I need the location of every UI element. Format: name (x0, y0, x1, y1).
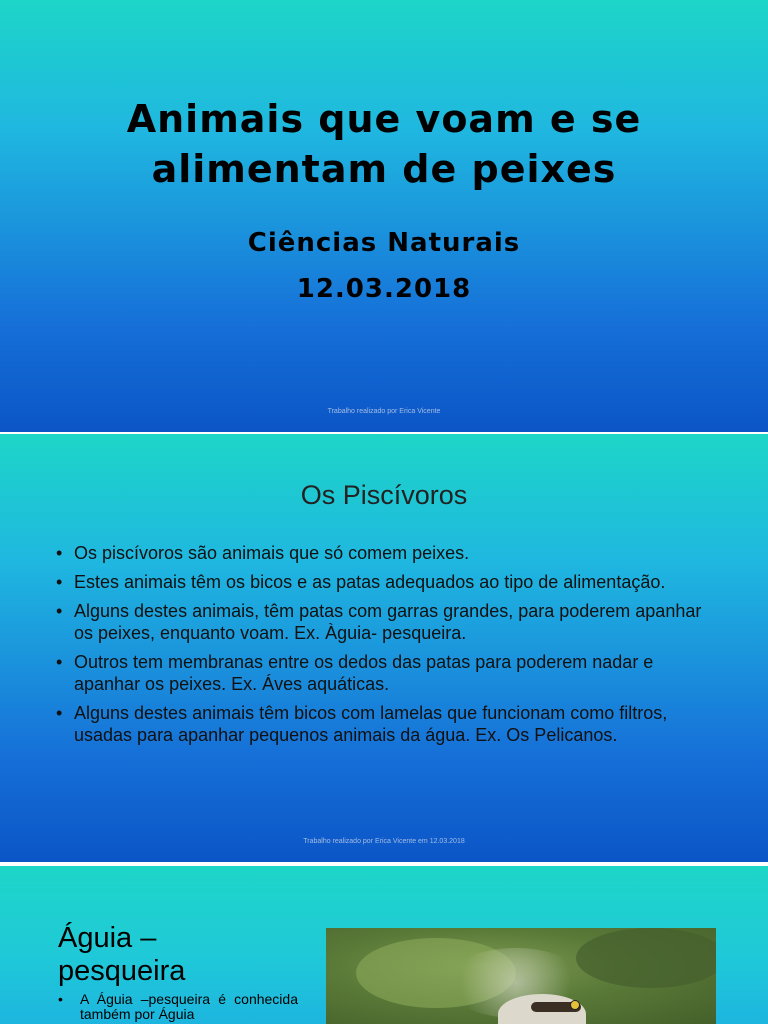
bird-eye-shape (570, 1000, 580, 1010)
slide-footer: Trabalho realizado por Erica Vicente (327, 408, 441, 415)
title-line-2: alimentam de peixes (151, 147, 617, 191)
slide-footer: Trabalho realizado por Erica Vicente em 12.03.2018 (303, 838, 465, 845)
subject-label: Ciências Naturais (247, 228, 521, 258)
bullet-text: Os piscívoros são animais que só comem peixes. (74, 543, 470, 563)
osprey-description (58, 992, 298, 1022)
bullet-item (56, 542, 716, 564)
bullet-icon: • (56, 601, 63, 621)
piscivores-slide (0, 434, 768, 862)
title-slide (0, 0, 768, 432)
bullet-icon: • (56, 652, 63, 672)
bullet-icon: • (58, 991, 63, 1007)
bullet-text: Alguns destes animais têm bicos com lamelas que funcionam como filtros, usadas para apanhar pequenos animais da água. Ex. Os Pelicanos. (74, 703, 668, 745)
title-line-1: Animais que voam e se (126, 97, 642, 141)
bullet-item (56, 702, 716, 746)
bullet-text: Estes animais têm os bicos e as patas adequados ao tipo de alimentação. (74, 572, 666, 592)
bullet-item (56, 571, 716, 593)
bullet-item (56, 600, 716, 644)
slide-heading: Águia – pesqueira (58, 922, 186, 987)
bullet-icon: • (56, 703, 63, 723)
osprey-photo (326, 928, 716, 1024)
bullet-text: Alguns destes animais, têm patas com garras grandes, para poderem apanhar os peixes, enquanto voam. Ex. Àguia- pesqueira. (74, 601, 702, 643)
date-label: 12.03.2018 (296, 274, 472, 304)
presentation-title (40, 94, 728, 194)
slide-title: Os Piscívoros (300, 480, 468, 510)
osprey-slide (0, 866, 768, 1024)
bullet-icon: • (56, 543, 63, 563)
description-text: A Águia –pesqueira é conhecida também por Águia (80, 991, 298, 1022)
bullet-item (56, 651, 716, 695)
bullet-icon: • (56, 572, 63, 592)
bullet-list (56, 542, 716, 753)
bullet-text: Outros tem membranas entre os dedos das patas para poderem nadar e apanhar os peixes. Ex. Áves aquáticas. (74, 652, 654, 694)
